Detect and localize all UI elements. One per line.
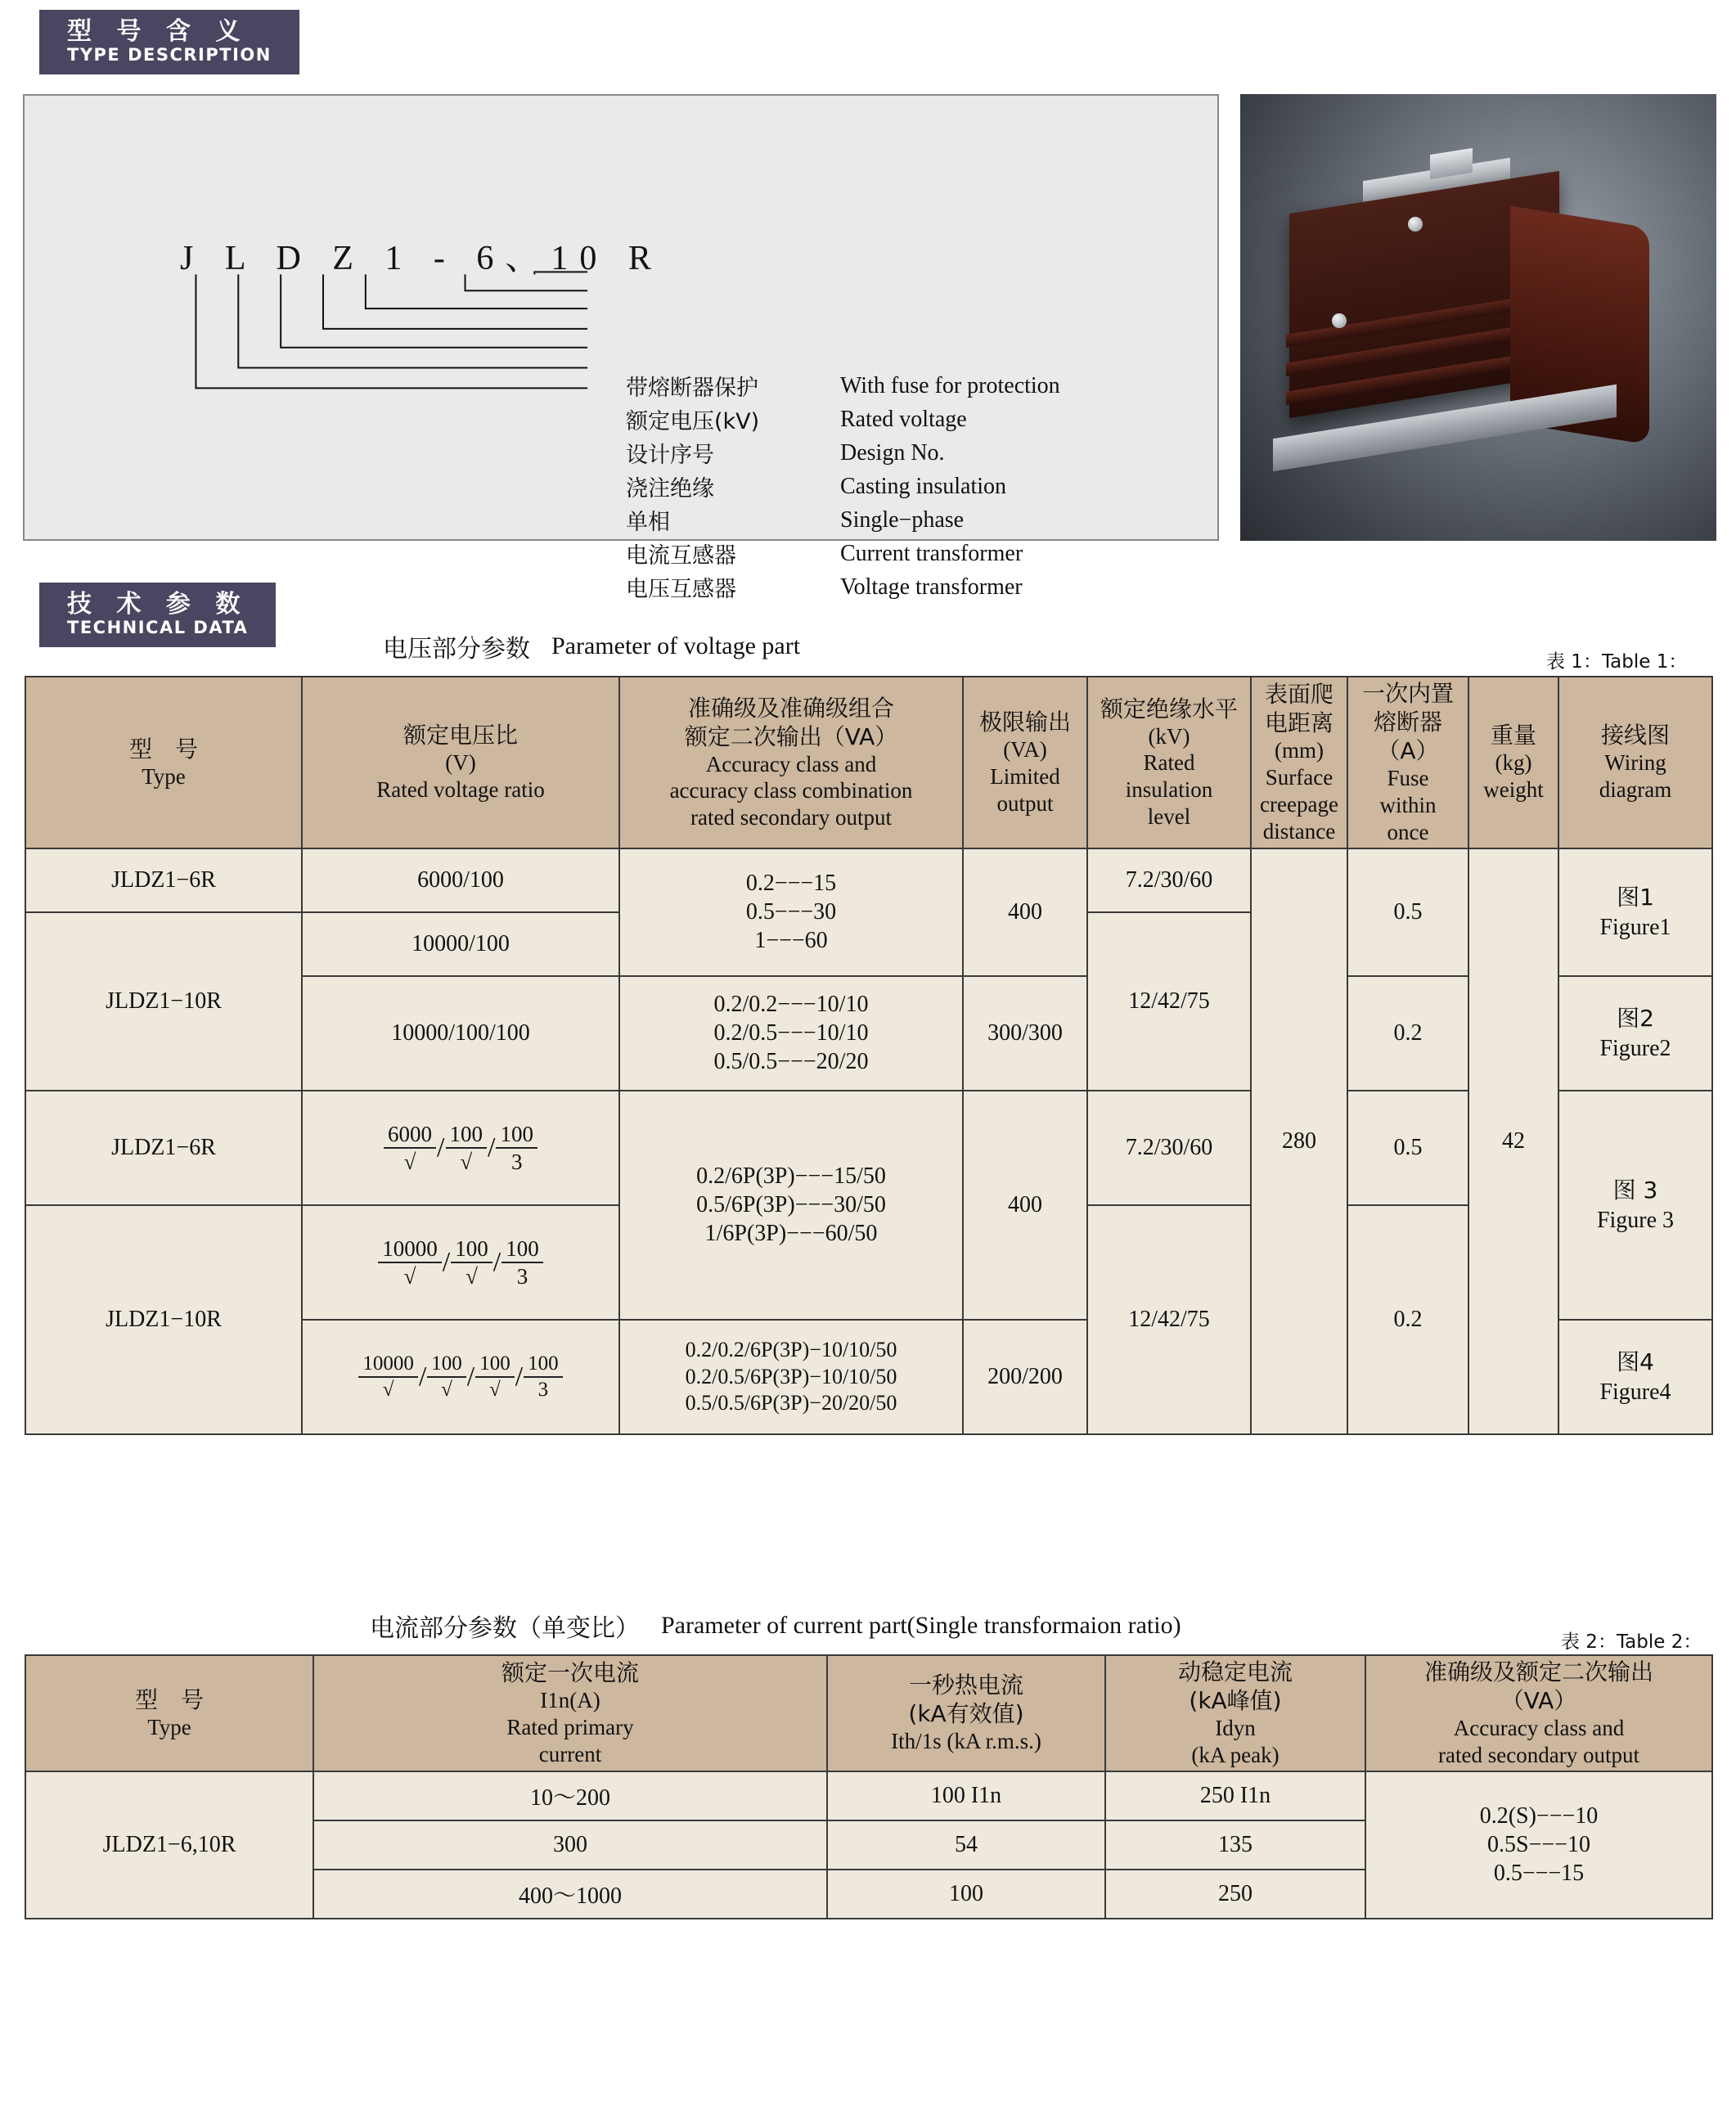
banner-type-description-cn: 型 号 含 义: [67, 17, 249, 46]
fraction: [451, 1236, 492, 1289]
accuracy-line: 1−−−60: [754, 928, 828, 954]
cell-type: JLDZ1−6R: [25, 848, 302, 912]
accuracy-line: 0.2/0.2/6P(3P)−10/10/50: [685, 1338, 897, 1362]
th-cn: 电距离: [1264, 709, 1333, 737]
cell-accuracy: [619, 976, 963, 1091]
fraction-numerator: 10000: [378, 1236, 442, 1263]
fraction-denominator: [446, 1149, 488, 1174]
th-en: rated secondary output: [1438, 1742, 1639, 1767]
th-en: level: [1147, 804, 1191, 830]
th-cn: 额定二次输出（VA）: [684, 722, 898, 750]
cell-thermal-current: 100: [827, 1870, 1105, 1919]
slash: /: [442, 1246, 451, 1277]
cell-dynamic-current: 250: [1105, 1870, 1365, 1919]
th-en: weight: [1483, 777, 1544, 803]
cell-primary-current: 400～1000: [313, 1870, 827, 1919]
type-code-legend: [626, 370, 1060, 605]
th-en: current: [538, 1741, 602, 1766]
table2-th-rated-primary-current: [313, 1655, 827, 1771]
th-unit: (V): [445, 750, 476, 776]
cell-accuracy: [619, 1091, 963, 1320]
slash: /: [492, 1246, 501, 1277]
cell-primary-current: 300: [313, 1820, 827, 1870]
th-unit: I1n(A): [540, 1688, 600, 1713]
cell-insulation: 7.2/30/60: [1087, 848, 1251, 912]
accuracy-line: 0.2/0.2−−−10/10: [713, 992, 869, 1018]
table2-th-dynamic-current: [1105, 1655, 1365, 1771]
cell-ratio-fraction: [302, 1205, 619, 1320]
fraction-denominator: [475, 1378, 515, 1402]
diagram-cn: 图2: [1617, 1005, 1654, 1033]
cell-ratio: 10000/100/100: [302, 976, 619, 1091]
legend-en: Rated voltage: [840, 406, 967, 432]
banner-type-description: [18, 10, 299, 74]
legend-row: [626, 370, 1060, 403]
legend-en: Voltage transformer: [840, 574, 1023, 600]
accuracy-line: 0.5−−−30: [745, 899, 837, 925]
table-row: [25, 848, 1712, 912]
fraction-denominator: [378, 1263, 442, 1289]
th-en: Rated: [1143, 750, 1195, 776]
cell-primary-current: 10～200: [313, 1771, 827, 1820]
th-cn: 型 号: [128, 735, 198, 763]
fraction-numerator: 100: [451, 1236, 492, 1263]
table2-caption: [370, 1608, 1181, 1644]
fraction-denominator: [358, 1378, 418, 1402]
fraction: [384, 1122, 436, 1174]
table1-th-wiring-diagram: [1558, 677, 1712, 848]
legend-cn: 电流互感器: [626, 543, 736, 569]
cell-type: JLDZ1−10R: [25, 1205, 302, 1434]
table1-th-type: [25, 677, 302, 848]
table1-th-weight: [1468, 677, 1558, 848]
fraction-numerator: 100: [427, 1352, 466, 1378]
th-en: rated secondary output: [690, 805, 892, 830]
diagram-en: Figure2: [1599, 1035, 1671, 1061]
th-cn: 额定电压比: [403, 722, 518, 749]
diagram-en: Figure4: [1599, 1379, 1671, 1405]
diagram-en: Figure1: [1599, 914, 1671, 940]
th-cn: 表面爬: [1264, 681, 1333, 709]
cell-fuse: 0.5: [1347, 848, 1468, 976]
th-en: Surface: [1265, 764, 1333, 790]
th-cn: 额定绝缘水平: [1100, 695, 1238, 722]
fraction-denominator: 3: [537, 1378, 549, 1401]
cell-creepage: 280: [1251, 848, 1347, 1434]
diagram-cn: 图1: [1617, 884, 1654, 911]
accuracy-line: 0.5/6P(3P)−−−30/50: [696, 1192, 886, 1218]
accuracy-line: 0.2/0.5/6P(3P)−10/10/50: [685, 1364, 897, 1388]
cell-ratio: 10000/100: [302, 912, 619, 976]
cell-fuse: 0.2: [1347, 976, 1468, 1091]
th-unit: （VA）: [1500, 1687, 1577, 1714]
th-en: diagram: [1599, 777, 1672, 803]
legend-row: [626, 538, 1060, 571]
th-en: accuracy class combination: [669, 778, 913, 803]
slash: /: [515, 1361, 524, 1392]
legend-cn: 单相: [626, 510, 670, 535]
legend-en: Single−phase: [840, 506, 965, 533]
legend-row: [626, 504, 1060, 538]
fraction-denominator: [384, 1149, 436, 1174]
accuracy-line: 0.5/0.5−−−20/20: [713, 1049, 869, 1075]
legend-cn: 额定电压(kV): [626, 409, 760, 434]
fraction: [427, 1352, 466, 1402]
th-unit: (mm): [1275, 738, 1324, 763]
legend-row: [626, 571, 1060, 605]
fraction: [496, 1122, 537, 1174]
legend-cn: 电压互感器: [626, 577, 736, 602]
section-banner-technical-data: [18, 583, 345, 647]
table1-th-creepage: [1251, 677, 1347, 848]
cell-dynamic-current: 250 I1n: [1105, 1771, 1365, 1820]
legend-en: Design No.: [840, 439, 945, 466]
th-unit: (VA): [1003, 737, 1047, 762]
cell-accuracy: [619, 1320, 963, 1434]
th-en: Accuracy class and: [1453, 1716, 1625, 1740]
cell-insulation: 12/42/75: [1087, 912, 1251, 1091]
fraction-denominator: 3: [516, 1263, 528, 1289]
type-description-panel: [23, 94, 1219, 602]
table1-th-insulation: [1087, 677, 1251, 848]
th-cn: 极限输出: [978, 709, 1071, 736]
diagram-cn: 图4: [1617, 1348, 1654, 1376]
slash: /: [418, 1361, 427, 1392]
cell-fuse: 0.5: [1347, 1091, 1468, 1205]
fraction: [446, 1122, 488, 1174]
th-unit: (kV): [1148, 723, 1190, 749]
table1-caption: [383, 628, 800, 664]
table2-th-thermal-current: [827, 1655, 1105, 1771]
fraction-numerator: 100: [496, 1122, 537, 1149]
diagram-cn: 图 3: [1612, 1177, 1658, 1204]
cell-type: JLDZ1−6,10R: [25, 1771, 313, 1919]
cell-type: JLDZ1−10R: [25, 912, 302, 1091]
th-cn: 熔断器: [1373, 709, 1442, 736]
table2-header-row: [25, 1655, 1712, 1771]
th-en: Type: [147, 1714, 191, 1739]
slash: /: [488, 1132, 496, 1163]
table2-caption-en: Parameter of current part(Single transformaion ratio): [661, 1612, 1181, 1639]
banner-technical-data-en: TECHNICAL DATA: [67, 617, 249, 637]
voltage-parameters-table: [25, 676, 1713, 1435]
th-en: once: [1387, 819, 1429, 844]
accuracy-line: 0.2/6P(3P)−−−15/50: [696, 1163, 886, 1190]
cell-diagram: [1558, 1091, 1712, 1320]
th-en: Limited: [990, 763, 1060, 789]
th-en: Rated voltage ratio: [376, 777, 545, 803]
th-en: output: [996, 790, 1054, 816]
fraction-denominator: [427, 1378, 466, 1402]
table1-caption-cn: 电压部分参数: [383, 635, 530, 664]
cell-type: JLDZ1−6R: [25, 1091, 302, 1205]
accuracy-line: 1/6P(3P)−−−60/50: [704, 1221, 878, 1247]
th-cn: 额定一次电流: [501, 1659, 639, 1687]
fraction: [378, 1236, 442, 1289]
current-parameters-table: [25, 1654, 1713, 1919]
cell-limited-output: 400: [963, 1091, 1087, 1320]
cell-diagram: [1558, 1320, 1712, 1434]
table1-caption-en: Parameter of voltage part: [551, 632, 801, 659]
th-cn: 一秒热电流: [908, 1672, 1023, 1699]
cell-accuracy: [619, 848, 963, 976]
fraction: [475, 1352, 515, 1402]
cell-ratio-fraction: [302, 1091, 619, 1205]
cell-fuse: 0.2: [1347, 1205, 1468, 1434]
th-en: Ith/1s (kA r.m.s.): [891, 1729, 1041, 1754]
table2-th-accuracy: [1365, 1655, 1712, 1771]
table1-th-ratio: [302, 677, 619, 848]
table1-number-label: 表 1：Table 1：: [1546, 651, 1688, 673]
table-row: [25, 1091, 1712, 1205]
cell-thermal-current: 54: [827, 1820, 1105, 1870]
banner-technical-data: [18, 583, 276, 647]
table1-th-limited-output: [963, 677, 1087, 848]
cell-limited-output: 300/300: [963, 976, 1087, 1091]
product-photo: [1240, 94, 1716, 541]
legend-en: Casting insulation: [840, 473, 1006, 499]
cell-dynamic-current: 135: [1105, 1820, 1365, 1870]
fraction-numerator: 10000: [358, 1352, 418, 1378]
table2-number-label: 表 2：Table 2：: [1561, 1631, 1702, 1653]
photo-screw-icon: [1332, 313, 1347, 328]
th-en: Accuracy class and: [705, 751, 877, 776]
th-cn: 接线图: [1600, 722, 1670, 749]
accuracy-line: 0.2−−−15: [745, 871, 837, 897]
legend-cn: 带熔断器保护: [626, 376, 758, 401]
fraction-denominator: 3: [510, 1149, 523, 1174]
th-cn: 准确级及额定二次输出: [1423, 1658, 1653, 1685]
accuracy-line: 0.5−−−15: [1493, 1861, 1585, 1887]
th-en: distance: [1262, 818, 1336, 844]
cell-limited-output: 400: [963, 848, 1087, 976]
fraction-numerator: 100: [524, 1352, 563, 1378]
th-unit: (kg): [1495, 750, 1532, 776]
th-cn: 动稳定电流: [1177, 1658, 1293, 1685]
th-en: creepage: [1260, 791, 1338, 817]
section-banner-type-description: [18, 10, 345, 74]
th-unit: （A）: [1377, 737, 1439, 764]
legend-row: [626, 437, 1060, 470]
fraction-numerator: 100: [475, 1352, 515, 1378]
th-cn: 一次内置: [1361, 680, 1454, 707]
banner-type-description-en: TYPE DESCRIPTION: [67, 44, 272, 65]
fraction: [501, 1236, 543, 1289]
table1-th-fuse: [1347, 677, 1468, 848]
fraction: [524, 1352, 563, 1402]
fraction-numerator: 6000: [384, 1122, 436, 1149]
fraction: [358, 1352, 418, 1402]
cell-ratio-fraction: [302, 1320, 619, 1434]
th-cn: 重量: [1490, 722, 1536, 749]
table1-th-accuracy: [619, 677, 963, 848]
cell-weight: 42: [1468, 848, 1558, 1434]
accuracy-line: 0.5/0.5/6P(3P)−20/20/50: [685, 1391, 897, 1415]
legend-en: Current transformer: [840, 540, 1023, 566]
fraction-numerator: 100: [501, 1236, 543, 1263]
cell-limited-output: 200/200: [963, 1320, 1087, 1434]
cell-accuracy: [1365, 1771, 1712, 1919]
legend-row: [626, 470, 1060, 504]
accuracy-line: 0.2/0.5−−−10/10: [713, 1020, 869, 1046]
cell-insulation: 7.2/30/60: [1087, 1091, 1251, 1205]
type-code-letters: J L D Z 1 - 6、10 R: [180, 240, 663, 277]
legend-cn: 浇注绝缘: [626, 476, 714, 502]
cell-thermal-current: 100 I1n: [827, 1771, 1105, 1820]
cell-ratio: 6000/100: [302, 848, 619, 912]
slash: /: [437, 1132, 445, 1163]
cell-diagram: [1558, 848, 1712, 976]
cell-insulation: 12/42/75: [1087, 1205, 1251, 1434]
fraction-denominator: [451, 1263, 492, 1289]
table2-caption-cn: 电流部分参数（单变比）: [370, 1614, 640, 1643]
th-unit: (kA峰值): [1189, 1687, 1282, 1714]
photo-screw-icon: [1408, 217, 1423, 232]
accuracy-line: 0.5S−−−10: [1487, 1832, 1590, 1858]
legend-cn: 设计序号: [626, 443, 714, 468]
th-en: Type: [142, 763, 186, 789]
banner-technical-data-cn: 技 术 参 数: [67, 590, 249, 619]
th-en: (kA peak): [1191, 1742, 1280, 1767]
cell-diagram: [1558, 976, 1712, 1091]
th-en: Rated primary: [506, 1714, 634, 1739]
diagram-en: Figure 3: [1596, 1207, 1675, 1233]
accuracy-line: 0.2(S)−−−10: [1479, 1803, 1599, 1829]
legend-row: [626, 403, 1060, 437]
th-cn: 准确级及准确级组合: [687, 694, 894, 722]
th-en: insulation: [1125, 777, 1213, 803]
th-symbol: Idyn: [1215, 1716, 1256, 1740]
fraction-numerator: 100: [446, 1122, 488, 1149]
th-en: within: [1379, 792, 1437, 817]
legend-en: With fuse for protection: [840, 372, 1060, 398]
th-en: Fuse: [1387, 766, 1429, 790]
th-cn: 型 号: [134, 1685, 204, 1713]
table2-th-type: [25, 1655, 313, 1771]
table-row: [25, 1771, 1712, 1820]
table1-header-row: [25, 677, 1712, 848]
slash: /: [466, 1361, 475, 1392]
th-en: Wiring: [1604, 750, 1666, 776]
th-unit: (kA有效值): [908, 1700, 1024, 1728]
